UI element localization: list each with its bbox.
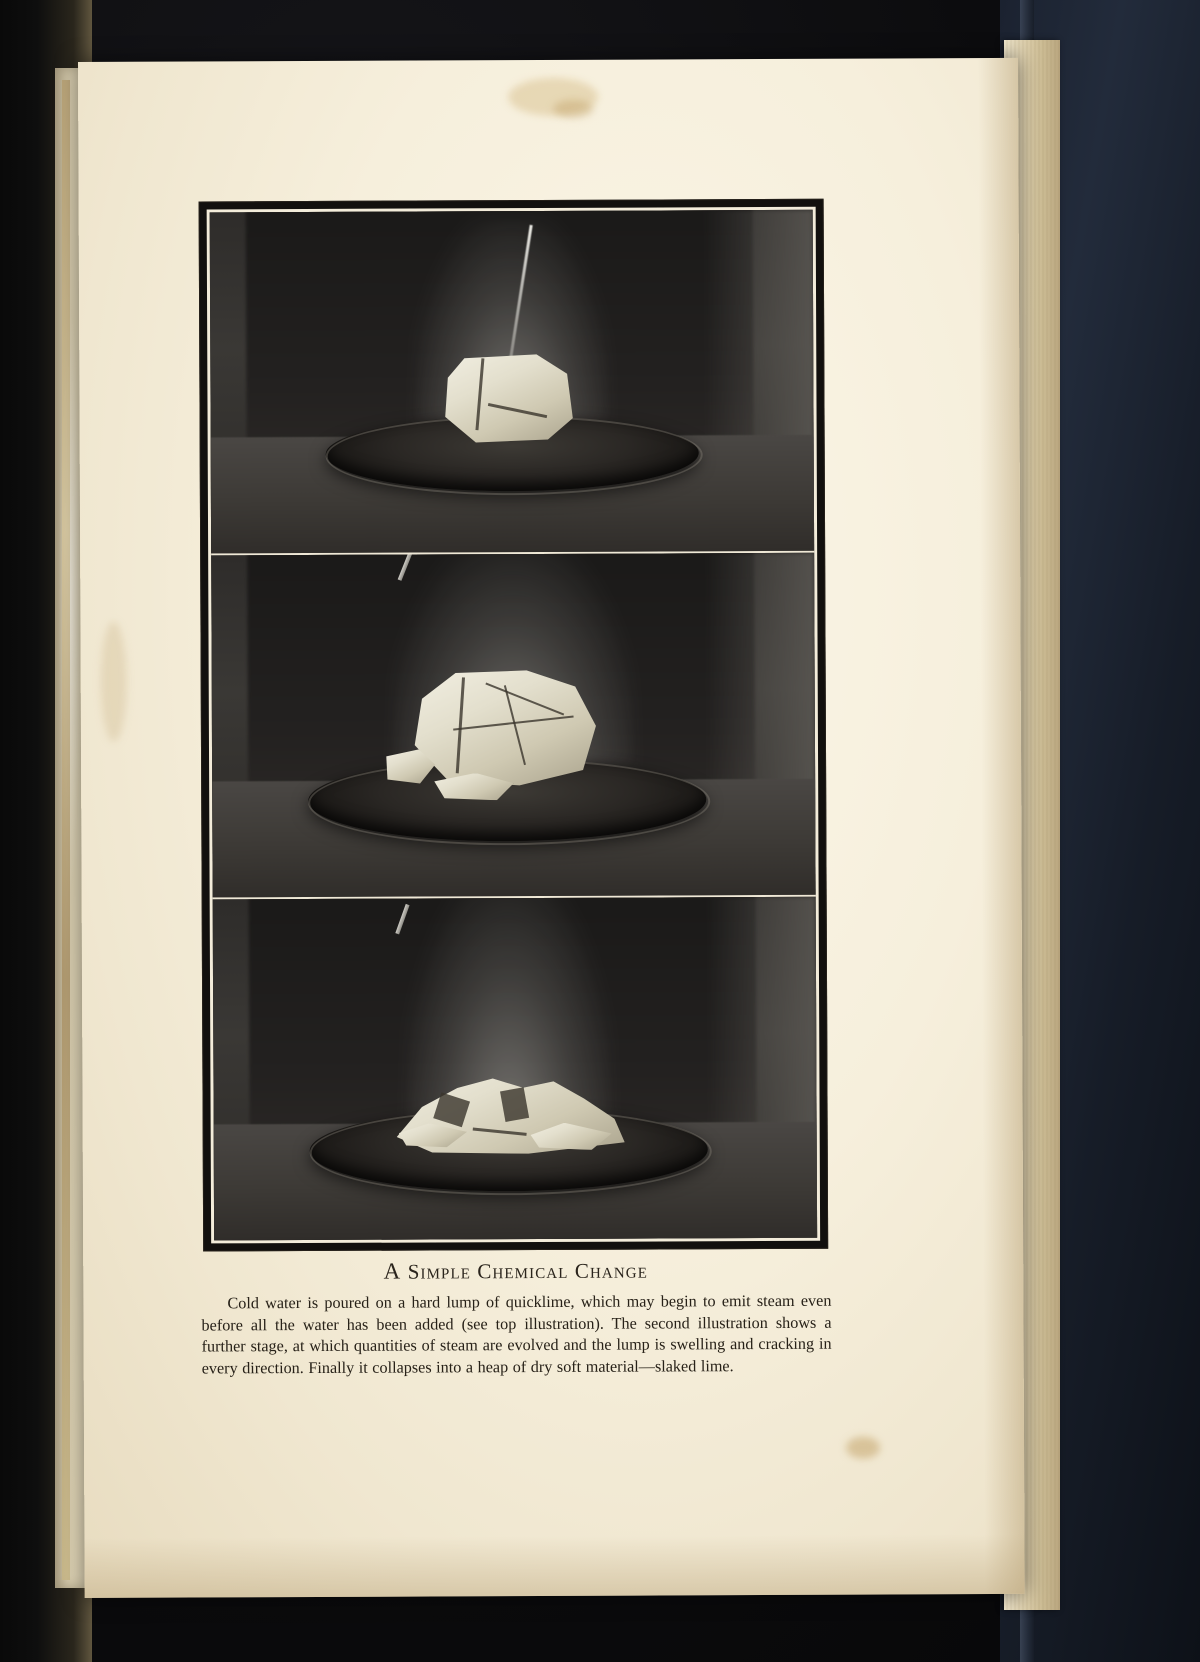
panel-bottom-illustration: [213, 896, 817, 1240]
binding-glue: [62, 80, 70, 1580]
panel-top-illustration: [210, 210, 814, 556]
foxing-stain: [846, 1437, 880, 1459]
foxing-stain: [100, 622, 127, 742]
illustration-plate: [199, 199, 829, 1252]
page-bottom-shading: [84, 1534, 1024, 1598]
caption-word-simple: Simple: [407, 1259, 472, 1284]
book-page: [78, 58, 1025, 1598]
caption-word-a: A: [383, 1258, 402, 1284]
caption-word-chemical: Chemical: [477, 1258, 569, 1284]
foxing-stain: [553, 100, 593, 118]
panel-middle-illustration: [211, 553, 815, 899]
page-edge-shading: [978, 58, 1025, 1594]
caption-word-change: Change: [574, 1258, 648, 1283]
figure-caption-title: [203, 1257, 828, 1286]
plate-inner-frame: [207, 207, 821, 1244]
figure-caption-body: Cold water is poured on a hard lump of quicklime, which may begin to emit steam even before all the water has been added (see top illustration). The second illustration shows a further stage, at which quantities of steam are evolved and the lump is swelling and cracking in every direction. Finally it collapses into a heap of dry soft material—slaked lime.: [201, 1291, 832, 1377]
